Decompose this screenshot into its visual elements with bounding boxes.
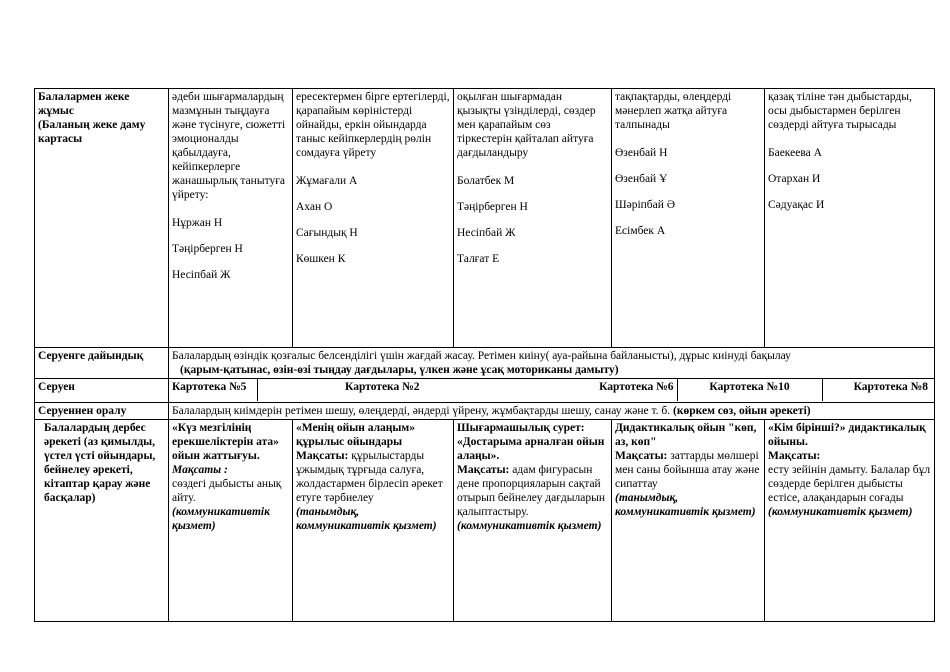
plan-table xyxy=(34,88,935,622)
child-name: Өзенбай Ұ xyxy=(615,173,668,185)
activity-title: Шығармашылық сурет: «Достарыма арналған ойын алаңы». xyxy=(457,422,605,462)
individual-cell-3 xyxy=(454,89,612,348)
row-label xyxy=(35,403,169,420)
activity-goal: құрылыстарды ұжымдық тұрғыда салуға, жолдастармен бірлесіп әрекет етуге тәрбиелеу xyxy=(296,450,443,504)
activity-title: «Кім бірінші?» дидактикалық ойыны. xyxy=(768,422,926,448)
child-name: Тәңірберген Н xyxy=(457,201,528,213)
label-individual-sub: (Баланың жеке даму картасы xyxy=(38,119,146,145)
cell-text: ересектермен бірге ертегілерді, қарапайым көріністерді ойнайды, еркін ойындарда таныс кейіпкерлердің рөлін сомдауға үйрету xyxy=(296,91,450,159)
goal-label: Мақсаты: xyxy=(615,450,668,462)
goal-label: Мақсаты: xyxy=(457,464,510,476)
label-walk-prep: Серуенге дайындық xyxy=(38,350,144,362)
child-name: Отархан И xyxy=(768,173,821,185)
walk-prep-cell xyxy=(169,348,935,379)
walk-card-3: Картотека №6 xyxy=(507,379,677,401)
child-name: Жұмағали А xyxy=(296,175,358,187)
child-name: Тәңірберген Н xyxy=(172,243,243,255)
child-name: Нұржан Н xyxy=(172,217,223,229)
child-name: Ахан О xyxy=(296,201,333,213)
activity-tag: (коммуникативтік қызмет) xyxy=(768,506,913,518)
walk-card-5: Картотека №8 xyxy=(853,381,928,393)
activity-cell-4 xyxy=(612,420,765,622)
walk-cards-table xyxy=(169,379,934,401)
child-name: Көшкен К xyxy=(296,253,346,265)
activity-title: «Менің ойын алаңым» құрылыс ойындары xyxy=(296,422,415,448)
row-label xyxy=(35,348,169,379)
activity-cell-2 xyxy=(293,420,454,622)
individual-cell-5 xyxy=(765,89,935,348)
row-individual-work xyxy=(35,89,935,348)
activity-cell-5 xyxy=(765,420,935,622)
activity-tag: (коммуникативтік қызмет) xyxy=(457,520,602,532)
return-text: Балалардың киімдерін ретімен шешу, өлеңдерді, әндерді үйрену, жұмбақтарды шешу, санау және т. б. xyxy=(172,405,671,417)
label-individual: Балалармен жеке жұмыс xyxy=(38,91,130,117)
cell-text: әдеби шығармалардың мазмұнын тыңдауға және түсінуге, сюжетті эмоционалды қабылдауға, кейіпкерлерге жанашырлық танытуға үйрету: xyxy=(172,91,286,201)
row-label xyxy=(35,89,169,348)
child-name: Болатбек М xyxy=(457,175,515,187)
activity-cell-1 xyxy=(169,420,293,622)
row-label xyxy=(35,420,169,622)
return-cell xyxy=(169,403,935,420)
activity-cell-3 xyxy=(454,420,612,622)
activity-goal: есту зейінін дамыту. Балалар бұл сөздерде берілген дыбысты естісе, алақандарын соғады xyxy=(768,464,931,504)
individual-cell-4 xyxy=(612,89,765,348)
activity-tag: (танымдық, коммуникативтік қызмет) xyxy=(296,506,437,532)
walk-prep-note: (қарым-қатынас, өзін-өзі тыңдау дағдылары, үлкен және ұсақ моториканы дамыту) xyxy=(180,364,619,376)
activity-title: «Күз мезгілінің ерекшеліктерін ата» ойын жаттығуы. xyxy=(172,422,279,462)
row-return xyxy=(35,403,935,420)
child-name: Несіпбай Ж xyxy=(172,269,231,281)
child-name: Шәріпбай Ә xyxy=(615,199,676,211)
individual-cell-2 xyxy=(293,89,454,348)
child-name: Талғат Е xyxy=(457,253,500,265)
walk-card-1: Картотека №5 xyxy=(169,379,257,401)
cell-text: қазақ тіліне тән дыбыстарды, осы дыбыстармен берілген сөздерді айтуға тырысады xyxy=(768,91,912,131)
activity-goal: адам фигурасын дене пропорцияларын сақтай отырып бейнелеу дағдыларын қалыптастыру. xyxy=(457,464,605,518)
label-walk: Серуен xyxy=(38,381,75,393)
row-activity xyxy=(35,420,935,622)
child-name: Сағындық Н xyxy=(296,227,358,239)
child-name: Сәдуақас И xyxy=(768,199,825,211)
row-label xyxy=(35,379,169,403)
walk-card-2: Картотека №2 xyxy=(345,381,420,393)
activity-goal: сөздегі дыбысты анық айту. xyxy=(172,478,282,504)
activity-title: Дидактикалық ойын "көп, аз, көп" xyxy=(615,422,757,448)
child-name: Несіпбай Ж xyxy=(457,227,516,239)
activity-tag: (танымдық, коммуникативтік қызмет) xyxy=(615,492,756,518)
activity-goal: заттарды мөлшері мен саны бойынша атау және сипаттау xyxy=(615,450,760,490)
cell-text: тақпақтарды, өлеңдерді мәнерлеп жатқа айтуға талпынады xyxy=(615,91,732,131)
walk-card-4: Картотека №10 xyxy=(677,379,822,401)
return-note: (көркем сөз, ойын әрекеті) xyxy=(673,405,811,417)
activity-tag: (коммуникативтік қызмет) xyxy=(172,506,270,532)
goal-label: Мақсаты : xyxy=(172,464,228,476)
walk-prep-text: Балалардың өзіндік қозғалыс белсенділігі үшін жағдай жасау. Ретімен киіну( ауа-райына байланысты), дұрыс киінуді бақылау xyxy=(172,350,791,362)
row-walk-prep xyxy=(35,348,935,379)
cell-text: оқылған шығармадан қызықты үзінділерді, сөздер мен қарапайым сөз тіркестерін қайталап айтуға дағдыландыру xyxy=(457,91,596,159)
child-name: Өзенбай Н xyxy=(615,147,668,159)
goal-label: Мақсаты: xyxy=(296,450,349,462)
label-return: Серуеннен оралу xyxy=(38,405,127,417)
label-activity: Балалардың дербес әрекеті (аз қимылды, үстел үсті ойындары, бейнелеу әрекеті, кітаптар қарау және басқалар) xyxy=(44,422,156,504)
row-walk xyxy=(35,379,935,403)
individual-cell-1 xyxy=(169,89,293,348)
walk-cards-cell xyxy=(169,379,935,403)
goal-label: Мақсаты: xyxy=(768,450,821,462)
child-name: Баекеева А xyxy=(768,147,822,159)
child-name: Есімбек А xyxy=(615,225,666,237)
